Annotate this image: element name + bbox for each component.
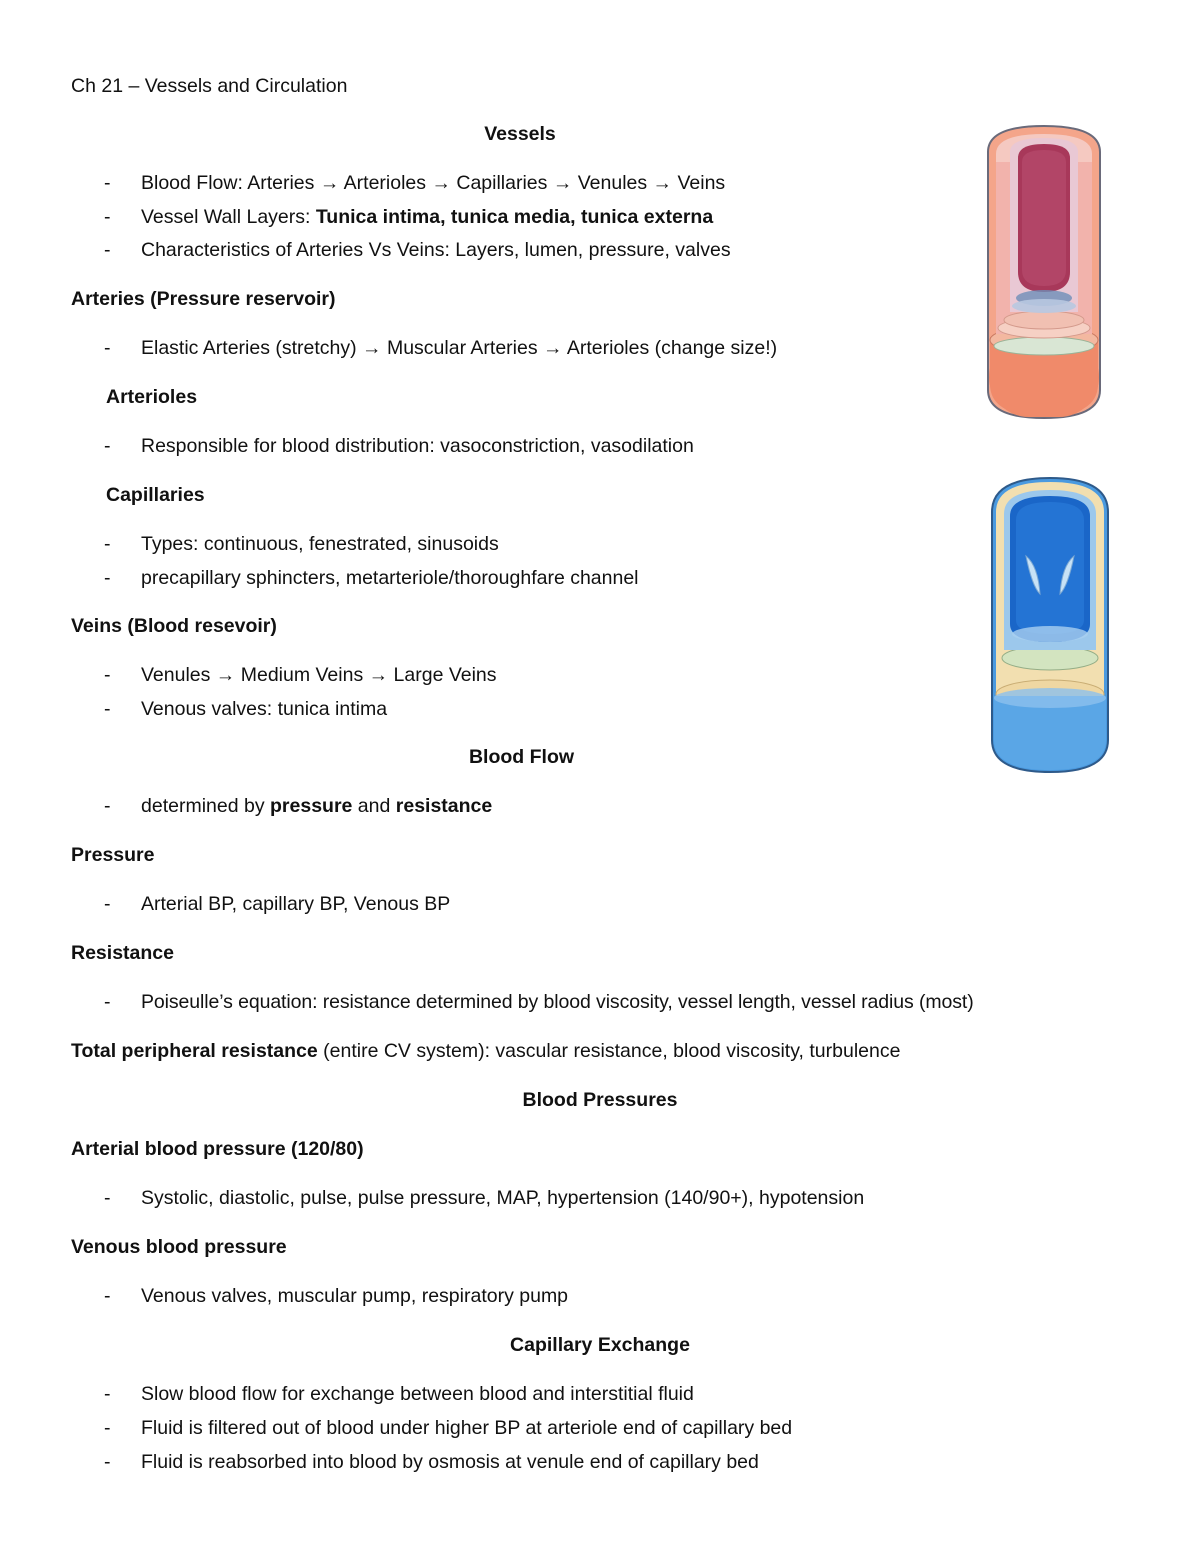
section-heading-capillary-exchange: Capillary Exchange (510, 1334, 690, 1356)
bullet-dash: - (104, 1285, 111, 1307)
vein-cross-section-illustration (986, 474, 1114, 776)
bullet-dash: - (104, 991, 111, 1013)
section-heading-blood-flow: Blood Flow (468, 746, 575, 768)
bullet-text: Elastic Arteries (stretchy) → Muscular Arteries → Arterioles (change size!) (141, 337, 778, 359)
tpr-paragraph (71, 1039, 900, 1063)
bullet-dash: - (104, 1417, 111, 1439)
bullet-text: Venules → Medium Veins → Large Veins (141, 664, 497, 686)
bullet-text: Systolic, diastolic, pulse, pulse pressure, MAP, hypertension (140/90+), hypotension (141, 1187, 865, 1209)
bullet-dash: - (104, 206, 111, 228)
section-heading-vessels: Vessels (484, 123, 556, 145)
bullet-dash: - (104, 239, 111, 261)
bullet-text: Fluid is filtered out of blood under higher BP at arteriole end of capillary bed (141, 1417, 793, 1439)
section-heading-resistance: Resistance (71, 942, 174, 964)
bullet-text: Poiseulle’s equation: resistance determined by blood viscosity, vessel length, vessel radius (most) (141, 991, 974, 1013)
bullet-text: Responsible for blood distribution: vasoconstriction, vasodilation (141, 435, 694, 457)
bullet-text: Venous valves: tunica intima (141, 698, 388, 720)
bullet-text-bold: resistance (395, 795, 493, 817)
bullet-dash: - (104, 1383, 111, 1405)
bullet-dash: - (104, 435, 111, 457)
artery-cross-section-illustration (982, 122, 1106, 422)
bullet-text: Fluid is reabsorbed into blood by osmosis at venule end of capillary bed (141, 1451, 759, 1473)
bullet-text (141, 205, 713, 229)
subsection-heading-arterioles: Arterioles (106, 386, 198, 408)
bullet-text: Arterial BP, capillary BP, Venous BP (141, 893, 451, 915)
subsection-heading-venous-bp: Venous blood pressure (71, 1236, 287, 1258)
bullet-text-bold: pressure (270, 795, 353, 817)
bullet-text-plain: and (352, 795, 396, 817)
bullet-dash: - (104, 337, 111, 359)
bullet-dash: - (104, 533, 111, 555)
bullet-text: Slow blood flow for exchange between blood and interstitial fluid (141, 1383, 694, 1405)
bullet-text: Types: continuous, fenestrated, sinusoids (141, 533, 499, 555)
bullet-dash: - (104, 1187, 111, 1209)
bullet-dash: - (104, 1451, 111, 1473)
section-heading-arteries: Arteries (Pressure reservoir) (71, 288, 336, 310)
bullet-dash: - (104, 893, 111, 915)
bullet-dash: - (104, 795, 111, 817)
tpr-definition: (entire CV system): vascular resistance, blood viscosity, turbulence (317, 1040, 901, 1062)
bullet-text: Characteristics of Arteries Vs Veins: Layers, lumen, pressure, valves (141, 239, 731, 261)
subsection-heading-arterial-bp: Arterial blood pressure (120/80) (71, 1138, 364, 1160)
bullet-dash: - (104, 567, 111, 589)
bullet-text: Venous valves, muscular pump, respiratory pump (141, 1285, 569, 1307)
bullet-text (141, 794, 492, 818)
tpr-term: Total peripheral resistance (71, 1040, 318, 1062)
section-heading-veins: Veins (Blood resevoir) (71, 615, 277, 637)
bullet-text-bold: Tunica intima, tunica media, tunica externa (315, 206, 714, 228)
section-heading-blood-pressures: Blood Pressures (522, 1089, 678, 1111)
bullet-dash: - (104, 172, 111, 194)
bullet-text: Blood Flow: Arteries → Arterioles → Capillaries → Venules → Veins (141, 172, 726, 194)
bullet-dash: - (104, 664, 111, 686)
bullet-text: precapillary sphincters, metarteriole/thoroughfare channel (141, 567, 639, 589)
bullet-dash: - (104, 698, 111, 720)
bullet-text-plain: Vessel Wall Layers: (141, 206, 316, 228)
document-title: Ch 21 – Vessels and Circulation (71, 75, 348, 97)
bullet-text-plain: determined by (141, 795, 270, 817)
section-heading-pressure: Pressure (71, 844, 155, 866)
subsection-heading-capillaries: Capillaries (106, 484, 205, 506)
